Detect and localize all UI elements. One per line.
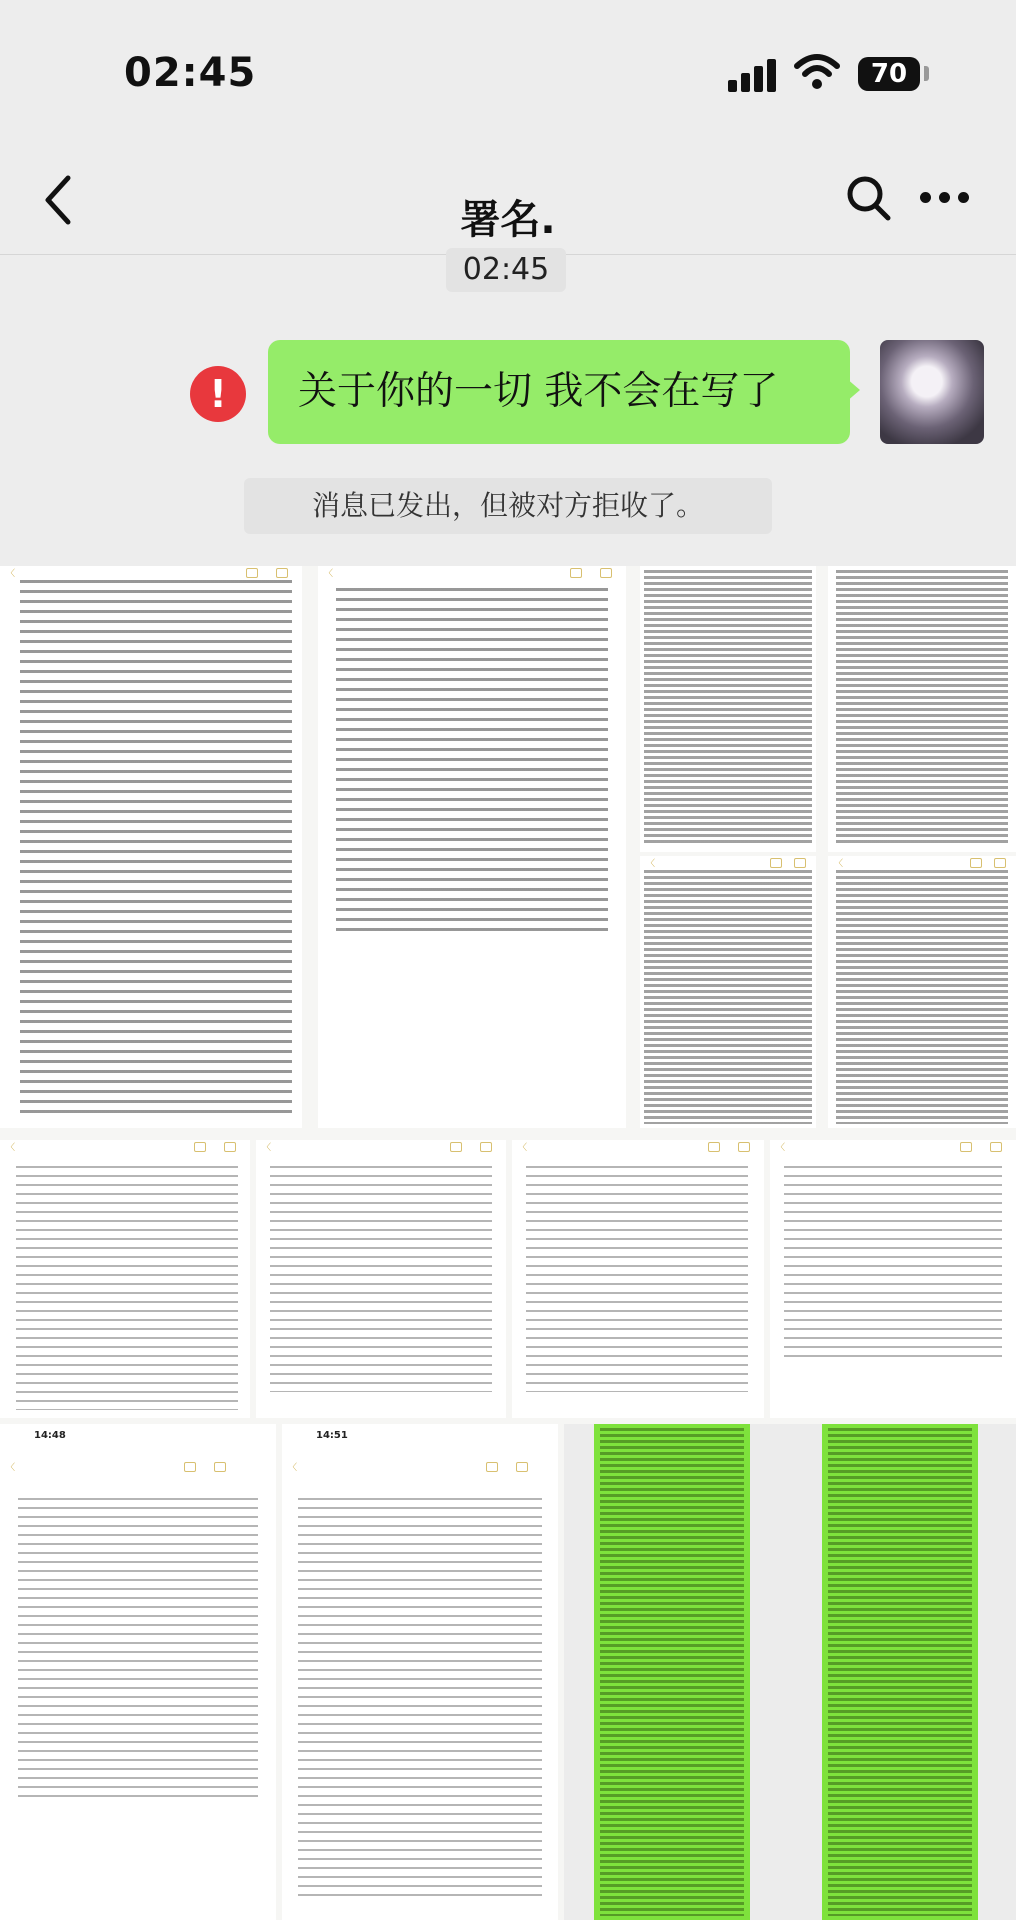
rejected-notice: 消息已发出，但被对方拒收了。 <box>244 478 772 534</box>
note-toolbar: 〈 <box>0 566 302 578</box>
note-text <box>836 870 1008 1124</box>
note-screenshot <box>318 566 626 1128</box>
note-toolbar: 〈 <box>512 1140 764 1152</box>
highlighted-note <box>594 1424 750 1920</box>
battery-cap <box>924 66 929 81</box>
note-text <box>836 570 1008 846</box>
search-icon[interactable] <box>844 172 894 226</box>
note-toolbar: 〈 <box>828 856 1016 868</box>
status-bar <box>0 0 1016 150</box>
note-text <box>16 1166 238 1410</box>
note-toolbar: 〈 <box>256 1140 506 1152</box>
note-screenshot <box>0 1140 250 1418</box>
screenshot-time: 14:51 <box>316 1430 348 1441</box>
note-screenshot <box>828 566 1016 852</box>
sent-message-bubble[interactable]: 关于你的一切 我不会在写了 <box>268 340 850 444</box>
more-icon[interactable] <box>920 192 970 206</box>
status-time: 02:45 <box>124 50 257 96</box>
signal-icon <box>728 58 778 92</box>
highlighted-note <box>822 1424 978 1920</box>
note-text <box>20 580 292 1118</box>
note-toolbar: 〈 <box>770 1140 1016 1152</box>
attached-image[interactable] <box>0 566 1016 1920</box>
note-text <box>18 1498 258 1798</box>
error-icon[interactable]: ! <box>190 366 246 422</box>
note-toolbar: 〈 <box>282 1460 558 1472</box>
bubble-tail <box>846 378 860 402</box>
note-text <box>298 1498 542 1898</box>
note-screenshot <box>512 1140 764 1418</box>
note-screenshot <box>0 566 302 1128</box>
screenshot-status-bar <box>282 1424 558 1446</box>
note-toolbar: 〈 <box>640 856 816 868</box>
note-text <box>526 1166 748 1392</box>
note-screenshot <box>256 1140 506 1418</box>
message-timestamp: 02:45 <box>446 248 566 292</box>
note-screenshot <box>640 566 816 852</box>
note-text <box>784 1166 1002 1362</box>
note-text <box>270 1166 492 1392</box>
nav-bar <box>0 150 1016 255</box>
note-screenshot <box>828 856 1016 1128</box>
note-text <box>828 1428 972 1916</box>
note-screenshot <box>770 1140 1016 1418</box>
battery-icon: 70 <box>858 57 920 91</box>
note-toolbar: 〈 <box>0 1140 250 1152</box>
note-screenshot <box>640 856 816 1128</box>
note-toolbar: 〈 <box>318 566 626 578</box>
wifi-icon <box>794 52 840 92</box>
note-screenshot <box>0 1424 276 1920</box>
screenshot-time: 14:48 <box>34 1430 66 1441</box>
note-text <box>644 570 812 846</box>
chat-title: 署名. <box>460 197 556 243</box>
note-text <box>644 870 812 1124</box>
screenshot-status-bar <box>0 1424 276 1446</box>
avatar[interactable] <box>880 340 984 444</box>
note-text <box>336 588 608 936</box>
note-screenshot <box>564 1424 1016 1920</box>
note-text <box>600 1428 744 1916</box>
note-toolbar: 〈 <box>0 1460 276 1472</box>
note-screenshot <box>282 1424 558 1920</box>
